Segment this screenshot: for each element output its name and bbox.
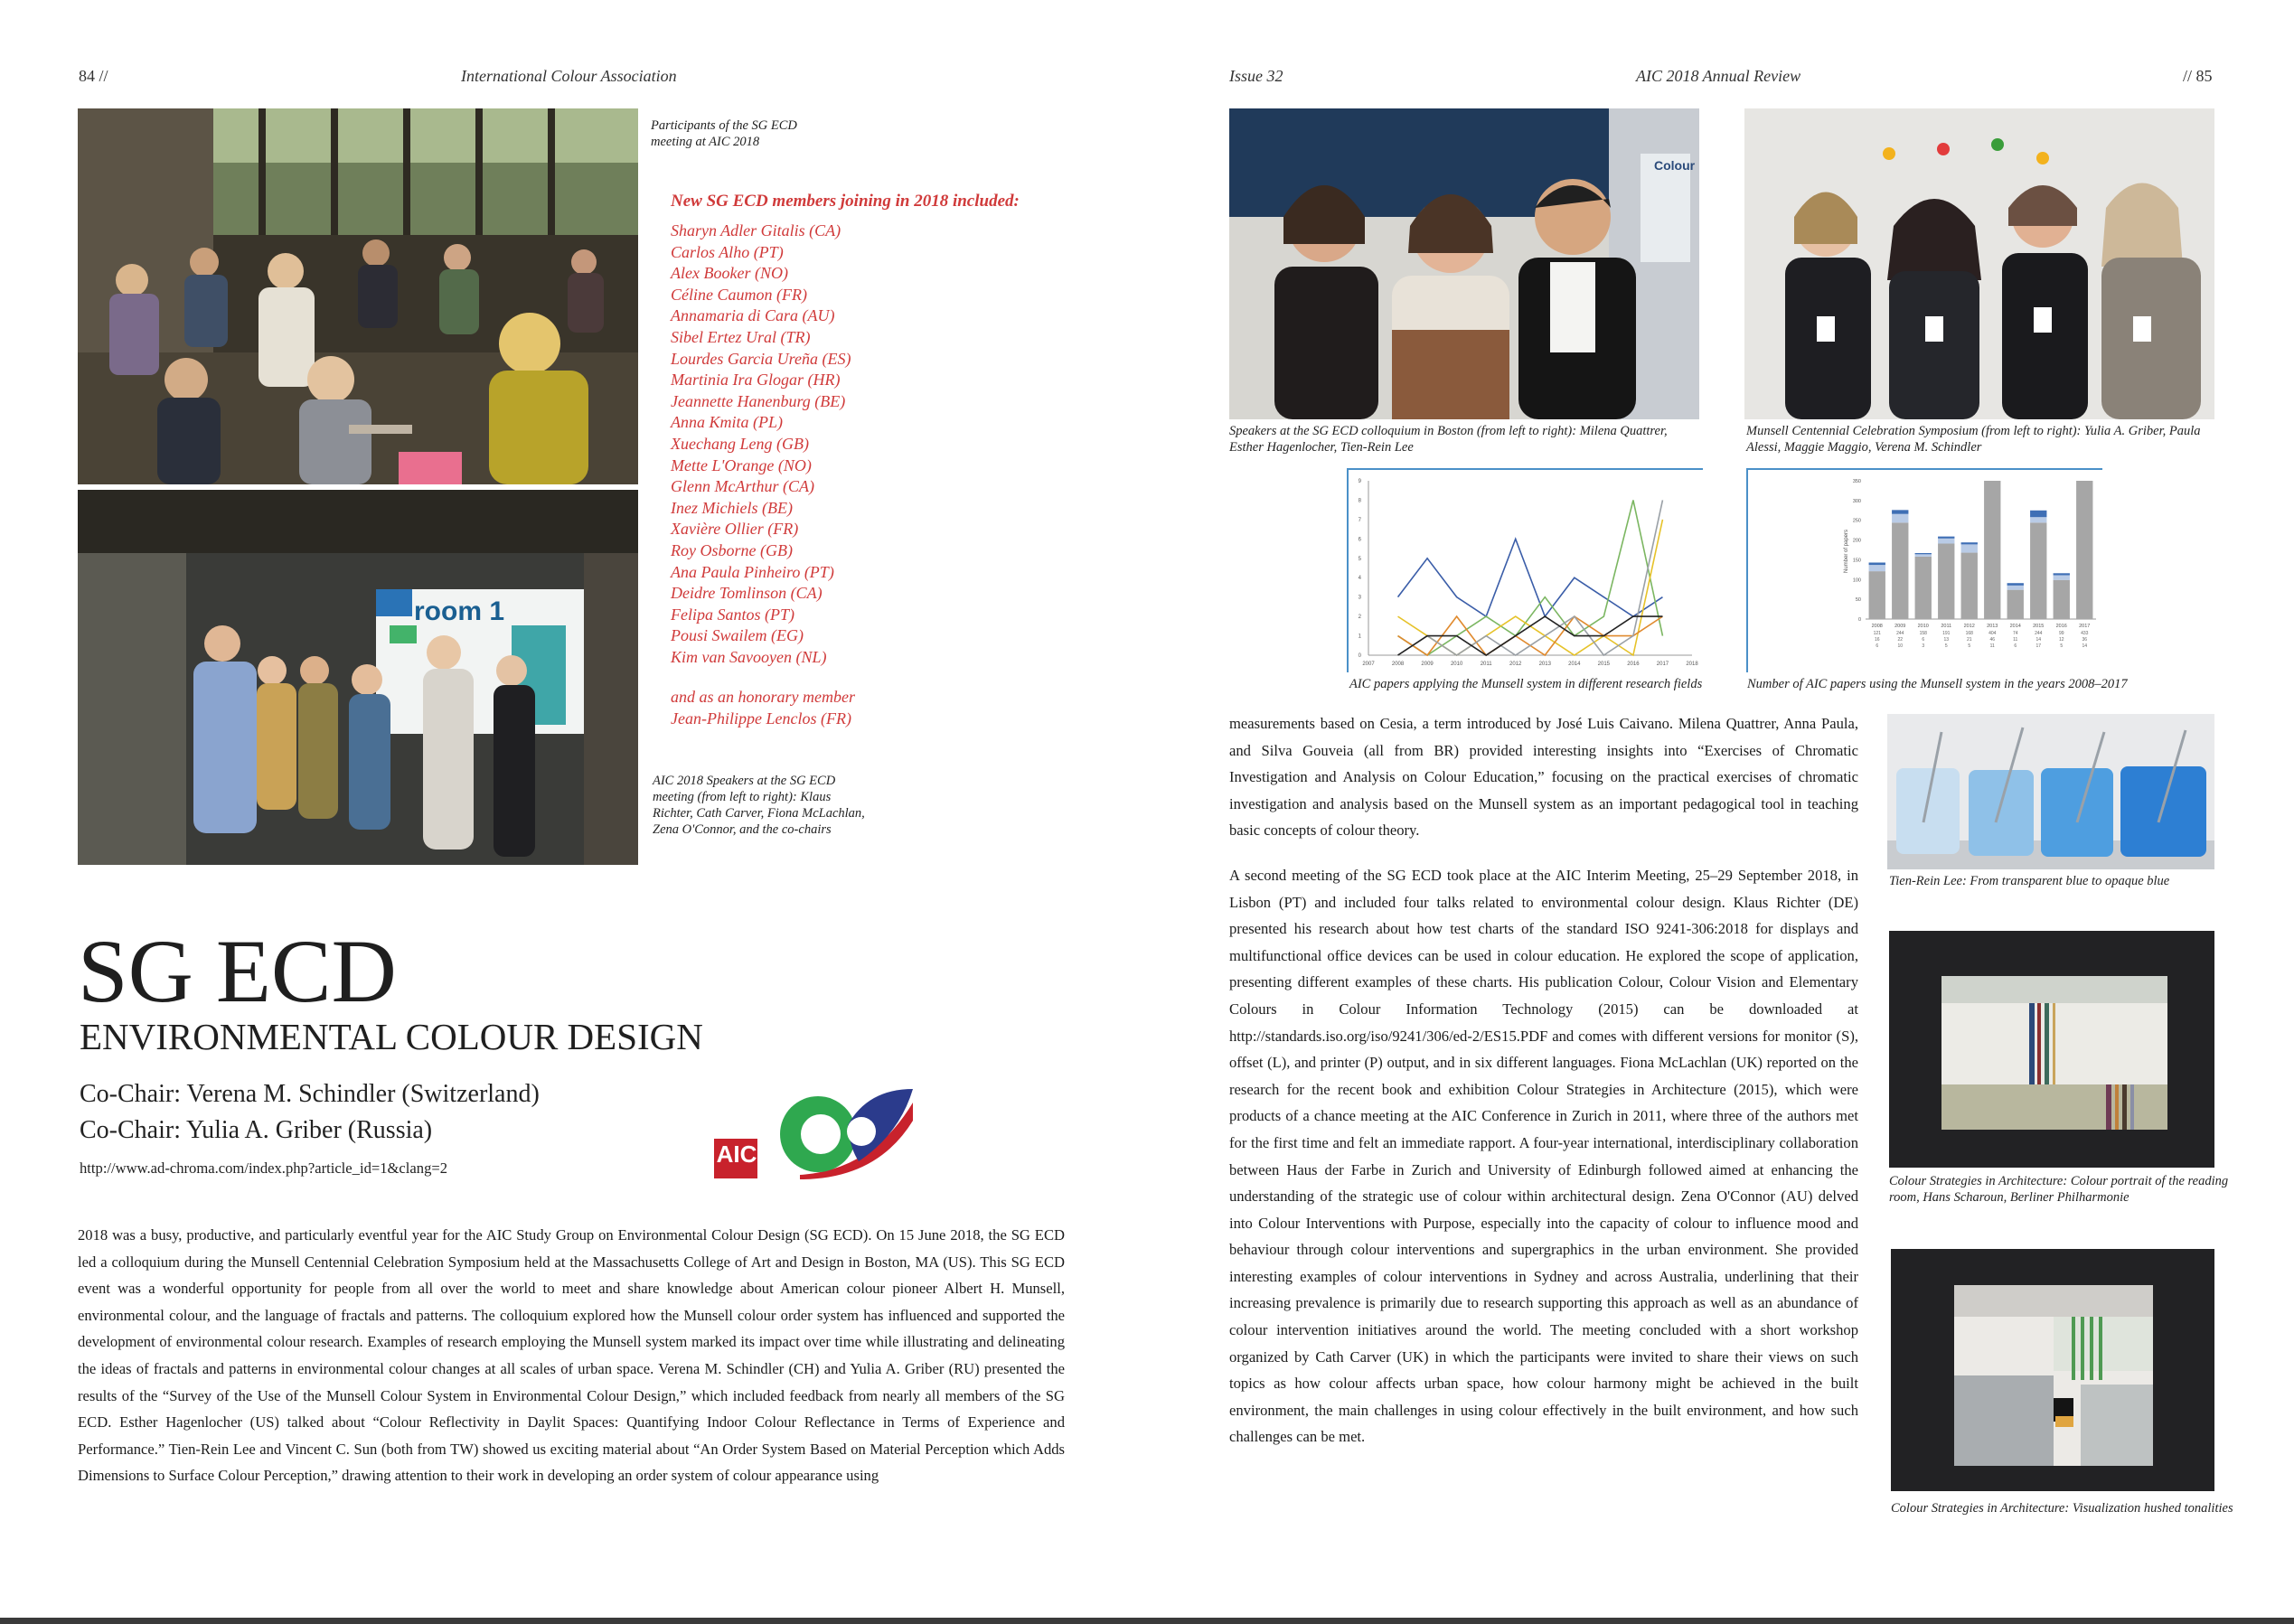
data-label: 404	[1988, 631, 1997, 636]
member-item: Jeannette Hanenburg (BE)	[671, 391, 846, 410]
bar	[1961, 544, 1978, 552]
bar	[2030, 522, 2046, 619]
photo-boston-speakers	[1229, 108, 1699, 419]
y-tick-label: 250	[1852, 518, 1861, 524]
data-label: 10	[1897, 643, 1904, 649]
data-label: 74	[2012, 631, 2018, 636]
member-item: Xavière Ollier (FR)	[671, 520, 799, 539]
data-label: 5	[2060, 643, 2064, 649]
bar	[1869, 565, 1885, 571]
left-body-text	[78, 1222, 1065, 1507]
honorary-member: Jean-Philippe Lenclos (FR)	[671, 709, 851, 728]
y-tick-label: 7	[1358, 517, 1361, 523]
bar	[1961, 553, 1978, 619]
bar	[2054, 580, 2070, 619]
photo-boston-caption: Speakers at the SG ECD colloquium in Boston (from left to right): Milena Quattrer, Esther Hagenlocher, Tien-Rein Lee	[1229, 424, 1668, 455]
x-tick-label: 2017	[1656, 662, 1669, 667]
bar	[2054, 575, 2070, 579]
page-number-right: // 85	[2183, 67, 2213, 85]
y-tick-label: 5	[1358, 556, 1361, 562]
x-tick-label: 2009	[1894, 624, 1906, 629]
data-label: 6	[2014, 643, 2017, 649]
photo-blue-glasses	[1887, 714, 2214, 869]
bar	[2007, 583, 2024, 586]
page-subtitle: ENVIRONMENTAL COLOUR DESIGN	[80, 1016, 703, 1057]
data-label: 11	[1989, 643, 1995, 649]
y-tick-label: 200	[1852, 538, 1861, 544]
member-item: Felipa Santos (PT)	[671, 605, 794, 624]
data-label: 11	[2013, 637, 2018, 643]
bar	[2054, 573, 2070, 575]
running-head-left: International Colour Association	[461, 67, 677, 85]
member-item: Sharyn Adler Gitalis (CA)	[671, 221, 841, 239]
x-tick-label: 2016	[2055, 624, 2067, 629]
x-tick-label: 2015	[2033, 624, 2045, 629]
aic-ecd-logo	[714, 1084, 913, 1188]
data-label: 433	[2081, 631, 2089, 636]
photo-hushed-tonalities-caption: Colour Strategies in Architecture: Visualization hushed tonalities	[1891, 1501, 2233, 1516]
member-item: Lourdes Garcia Ureña (ES)	[671, 349, 851, 368]
y-tick-label: 8	[1358, 498, 1361, 504]
chart-research-fields	[1347, 468, 1703, 672]
member-item: Céline Caumon (FR)	[671, 285, 807, 304]
bar	[1915, 553, 1932, 554]
honorary-intro: and as an honorary member	[671, 688, 855, 707]
member-item: Ana Paula Pinheiro (PT)	[671, 562, 834, 581]
bar	[1938, 544, 1954, 619]
x-tick-label: 2015	[1597, 662, 1611, 667]
bar	[1961, 542, 1978, 544]
bar	[2076, 481, 2092, 619]
y-tick-label: 0	[1358, 653, 1361, 659]
room-sign-text: room 1	[414, 596, 505, 626]
x-tick-label: 2018	[1686, 662, 1698, 667]
new-members-list	[671, 192, 1050, 730]
bar	[1938, 537, 1954, 539]
x-tick-label: 2014	[2009, 624, 2021, 629]
line-chart-svg	[1349, 470, 1703, 672]
data-label: 22	[1897, 637, 1904, 643]
cochair-1: Co-Chair: Verena M. Schindler (Switzerland)	[80, 1080, 540, 1108]
y-tick-label: 9	[1358, 479, 1361, 484]
data-label: 5	[1968, 643, 1971, 649]
member-item: Pousi Swailem (EG)	[671, 626, 804, 645]
data-label: 13	[1943, 637, 1950, 643]
member-item: Annamaria di Cara (AU)	[671, 306, 835, 325]
data-label: 16	[1874, 637, 1880, 643]
bar	[1869, 562, 1885, 565]
group-url-link[interactable]: http://www.ad-chroma.com/index.php?article_id=1&clang=2	[80, 1159, 448, 1177]
x-tick-label: 2011	[1941, 624, 1952, 629]
photo-munsell-symposium	[1744, 108, 2214, 419]
left-body-paragraph: 2018 was a busy, productive, and particularly eventful year for the AIC Study Group on Environmental Colour Design (SG ECD). On 15 June 2018, the SG ECD led a colloquium during the Munsell Centennial Celebration Symposium held at the Massachusetts College of Art and Design in Boston, MA (US). This SG ECD event was a wonderful opportunity for people from all over the world to meet and share knowledge about American colour pioneer Albert H. Munsell, environmental colour, and the language of fractals and patterns. The colloquium explored how the Munsell colour order system has influenced and supported the development of environmental colour research. Examples of research employing the Munsell system marked its impact over time while illustrating and delineating the ideas of fractals and patterns in environmental colour changes at all scales of urban space. Verena M. Schindler (CH) and Yulia A. Griber (RU) presented the results of the “Survey of the Use of the Munsell Colour System in Environmental Colour Design,” which included feedback from nearly all members of the SG ECD. Esther Hagenlocher (US) talked about “Colour Reflectivity in Daylit Spaces: Quantifying Indoor Colour Reflectance in Terms of Experience and Performance.” Tien-Rein Lee and Vincent C. Sun (both from TW) showed us exciting material about “An Order System Based on Material Perception which Adds Dimensions to Surface Colour Perception,” drawing attention to their work in developing an order system of colour appearance using	[78, 1226, 1065, 1485]
bar	[2030, 511, 2046, 517]
x-tick-label: 2009	[1421, 662, 1434, 667]
bar	[1892, 514, 1908, 523]
chart-papers-per-year	[1746, 468, 2102, 672]
x-tick-label: 2007	[1362, 662, 1375, 667]
data-label: 121	[1873, 631, 1881, 636]
right-body-paragraph-2: A second meeting of the SG ECD took place at the AIC Interim Meeting, 25–29 September 2018, in Lisbon (PT) and included four talks related to environmental colour design. Klaus Richter (DE) presented his research about how test charts of the standard ISO 9241-306:2018 for displays and multifunctional office devices can be used in colour education. He explored the scope of application, presenting different examples of these charts. His publication Colour, Colour Vision and Elementary Colours in Colour Information Technology (2015) can be downloaded at http://standards.iso.org/iso/9241/306/ed-2/ES15.PDF and comes with different versions for monitor (S), offset (L), and printer (P) output, and in six different languages. Fiona McLachlan (UK) reported on the research for the recent book and exhibition Colour Strategies in Architecture (2015), which were products of a chance meeting at the AIC Conference in Zurich in 2011, where three of the authors met for the first time and felt an immediate rapport. A four-year international, interdisciplinary collaboration between Haus der Farbe in Zurich and University of Edinburgh followed aimed at enhancing the understanding of the strategic use of colour within architectural design. Zena O'Connor (AU) delved into Colour Interventions with Purpose, especially into the capacity of colour to influence mood and behaviour through colour interventions and supergraphics in the urban environment. She provided interesting examples of colour interventions in Sydney and across Australia, underlining that their increasing prevalence is primarily due to research supporting this approach as well as an abundance of colour intervention initiatives around the world. The meeting concluded with a short workshop organized by Cath Carver (UK) in which the participants were invited to share their views on such topics as how colour affects urban space, how colour harmony might be achieved in the built environment, the main challenges in using colour effectively in the built environment, and how such challenges can be met.	[1229, 866, 1858, 1446]
data-label: 6	[1922, 637, 1925, 643]
data-label: 21	[1966, 637, 1972, 643]
data-label: 6	[1876, 643, 1879, 649]
data-label: 46	[1989, 637, 1996, 643]
data-label: 12	[2058, 637, 2064, 643]
member-item: Carlos Alho (PT)	[671, 242, 784, 261]
y-tick-label: 0	[1857, 617, 1861, 623]
photo-hushed-tonalities	[1891, 1249, 2214, 1491]
member-item: Alex Booker (NO)	[671, 264, 788, 283]
bar	[1915, 554, 1932, 557]
page-number-left: 84 //	[79, 67, 108, 85]
data-label: 14	[2082, 643, 2088, 649]
member-item: Anna Kmita (PL)	[671, 413, 783, 432]
data-label: 244	[1896, 631, 1904, 636]
x-tick-label: 2017	[2079, 624, 2091, 629]
y-tick-label: 4	[1358, 576, 1361, 582]
bar	[2007, 586, 2024, 590]
member-item: Deidre Tomlinson (CA)	[671, 584, 823, 603]
x-tick-label: 2013	[1538, 662, 1551, 667]
bar	[2030, 517, 2046, 522]
bottom-rule	[0, 1618, 2294, 1624]
chart-papers-caption: Number of AIC papers using the Munsell system in the years 2008–2017	[1747, 677, 2128, 691]
bar	[1915, 557, 1932, 619]
photo-speakers-caption: AIC 2018 Speakers at the SG ECD meeting (from left to right): Klaus Richter, Cath Carver, Fiona McLachlan, Zena O'Connor, and the co-chairs	[653, 774, 865, 837]
data-label: 5	[1944, 643, 1948, 649]
y-tick-label: 150	[1852, 558, 1861, 564]
y-tick-label: 2	[1358, 615, 1361, 621]
series-line	[1398, 539, 1663, 616]
data-label: 158	[1919, 631, 1927, 636]
bar	[1892, 522, 1908, 619]
member-item: Glenn McArthur (CA)	[671, 477, 814, 496]
y-tick-label: 50	[1855, 597, 1861, 604]
bar	[1938, 539, 1954, 544]
photo-speakers-group	[78, 490, 638, 865]
data-label: 3	[1922, 643, 1925, 649]
aic-logo-text: AIC	[716, 1141, 757, 1168]
x-tick-label: 2013	[1987, 624, 1998, 629]
data-label: 191	[1942, 631, 1951, 636]
photo-audience	[78, 108, 638, 484]
photo-audience-caption: Participants of the SG ECD meeting at AIC 2018	[651, 118, 797, 149]
x-tick-label: 2012	[1509, 662, 1522, 667]
member-item: Martinia Ira Glogar (HR)	[671, 371, 841, 390]
chart-research-fields-caption: AIC papers applying the Munsell system in different research fields	[1349, 677, 1703, 691]
x-tick-label: 2008	[1391, 662, 1405, 667]
member-item: Inez Michiels (BE)	[671, 498, 793, 517]
page-title: SG ECD	[78, 921, 397, 1021]
member-item: Sibel Ertez Ural (TR)	[671, 327, 811, 346]
members-ul	[671, 221, 1050, 668]
y-tick-label: 300	[1852, 498, 1861, 504]
x-tick-label: 2016	[1627, 662, 1640, 667]
cochair-2: Co-Chair: Yulia A. Griber (Russia)	[80, 1116, 433, 1144]
x-tick-label: 2012	[1963, 624, 1975, 629]
bar-chart-svg	[1748, 470, 2102, 672]
data-label: 244	[2035, 631, 2043, 636]
x-tick-label: 2010	[1917, 624, 1929, 629]
bar	[1984, 481, 2000, 619]
running-head-right: AIC 2018 Annual Review	[1636, 67, 1801, 85]
member-item: Mette L'Orange (NO)	[671, 455, 812, 474]
member-item: Kim van Savooyen (NL)	[671, 647, 827, 666]
new-members-heading: New SG ECD members joining in 2018 included:	[671, 192, 1020, 211]
photo-blue-glasses-caption: Tien-Rein Lee: From transparent blue to opaque blue	[1889, 874, 2170, 888]
bar	[2007, 590, 2024, 619]
issue-label: Issue 32	[1229, 67, 1283, 85]
x-tick-label: 2014	[1568, 662, 1581, 667]
y-tick-label: 350	[1852, 479, 1861, 484]
data-label: 14	[2035, 637, 2042, 643]
poster-word: Colour	[1654, 158, 1696, 173]
photo-colour-portrait-caption: Colour Strategies in Architecture: Colour portrait of the reading room, Hans Scharoun, Berliner Philharmonie	[1889, 1174, 2229, 1205]
data-label: 36	[2082, 637, 2088, 643]
y-axis-label: Number of papers	[1844, 529, 1849, 574]
bar	[1869, 571, 1885, 619]
x-tick-label: 2010	[1450, 662, 1463, 667]
right-body-text	[1229, 710, 1858, 1468]
data-label: 99	[2058, 631, 2064, 636]
x-tick-label: 2011	[1480, 662, 1492, 667]
right-body-paragraph-1: measurements based on Cesia, a term introduced by José Luis Caivano. Milena Quattrer, Anna Paula, and Silva Gouveia (all from BR) provided interesting insights into “Exercises of Chromatic Investigation and Analysis on Colour Education,” focusing on the practical exercises of chromatic investigation and analysis based on the Munsell system as an important pedagogical tool in teaching basic concepts of colour theory.	[1229, 715, 1858, 840]
bar	[1892, 510, 1908, 513]
y-tick-label: 1	[1358, 634, 1361, 640]
photo-symposium-caption: Munsell Centennial Celebration Symposium (from left to right): Yulia A. Griber, Paula Alessi, Maggie Maggio, Verena M. Schindler	[1746, 424, 2201, 455]
y-tick-label: 100	[1852, 577, 1861, 584]
x-tick-label: 2008	[1871, 624, 1883, 629]
y-tick-label: 6	[1358, 537, 1361, 543]
data-label: 17	[2035, 643, 2042, 649]
member-item: Xuechang Leng (GB)	[671, 434, 809, 453]
member-item: Roy Osborne (GB)	[671, 540, 793, 559]
photo-colour-portrait	[1889, 931, 2214, 1168]
data-label: 168	[1965, 631, 1973, 636]
y-tick-label: 3	[1358, 595, 1361, 601]
